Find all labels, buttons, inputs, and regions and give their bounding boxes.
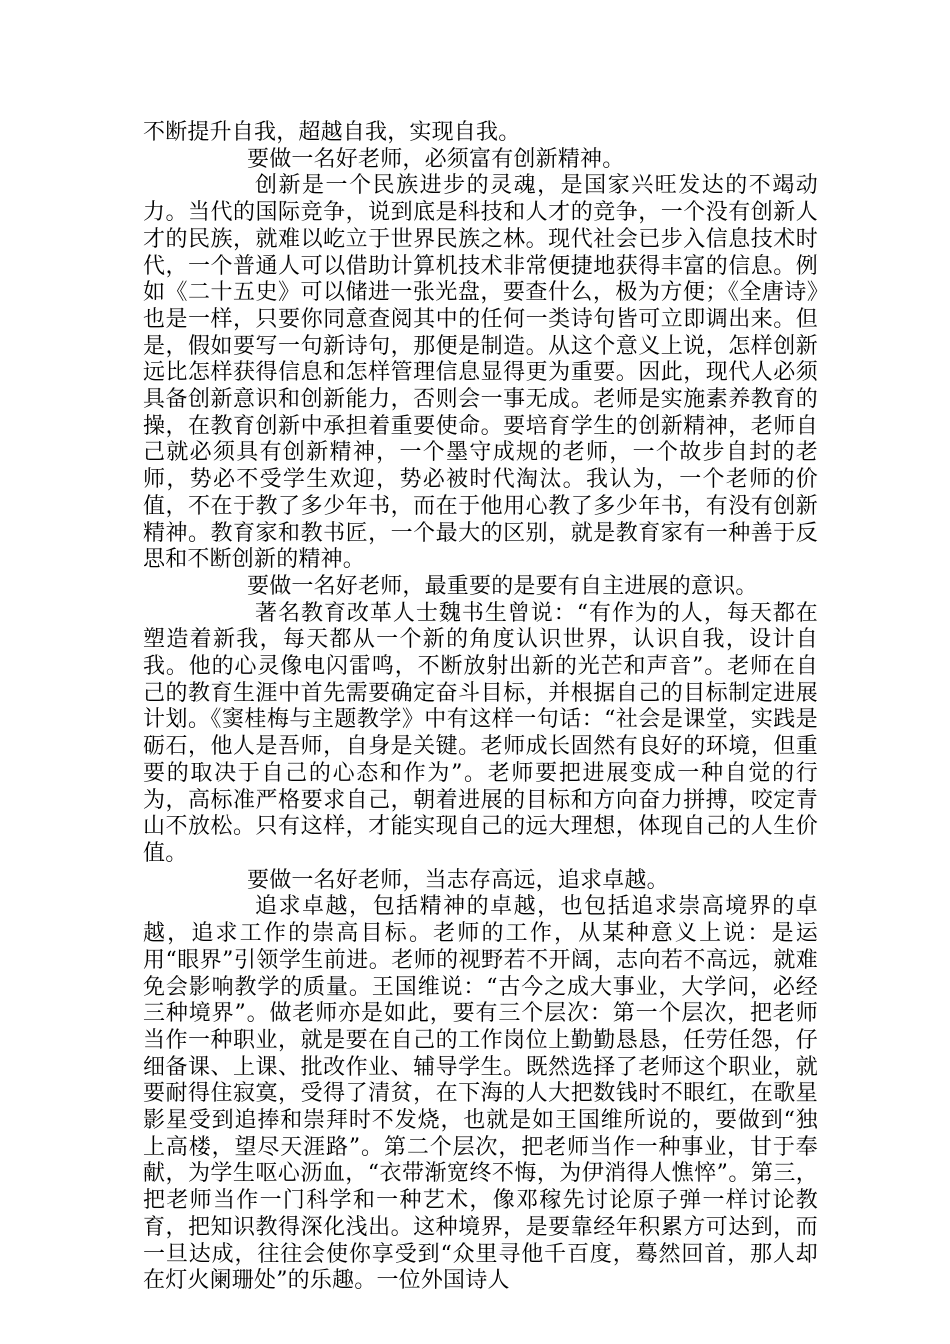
section-heading-self-development: 要做一名好老师，最重要的是要有自主进展的意识。 [247, 573, 758, 599]
section-heading-excellence: 要做一名好老师，当志存高远，追求卓越。 [247, 867, 669, 893]
paragraph-excellence: 追求卓越，包括精神的卓越，也包括追求崇高境界的卓越，追求工作的崇高目标。老师的工作，从某种意义上说：是运用“眼界”引领学生前进。老师的视野若不开阔，志向若不高远，就难免会影响教学的质量。王国维说：“古今之成大事业，大学问，必经三种境界”。做老师亦是如此，要有三个层次：第一个层次，把老师当作一种职业，就是要在自己的工作岗位上勤勤恳恳，任劳任怨，仔细备课、上课、批改作业、辅导学生。既然选择了老师这个职业，就要耐得住寂寞，受得了清贫，在下海的人大把数钱时不眼红，在歌星影星受到追捧和崇拜时不发烧，也就是如王国维所说的，要做到“独上高楼，望尽天涯路”。第二个层次，把老师当作一种事业，甘于奉献，为学生呕心沥血，“衣带渐宽终不悔，为伊消得人憔悴”。第三，把老师当作一门科学和一种艺术，像邓稼先讨论原子弹一样讨论教育，把知识教得深化浅出。这种境界，是要靠经年积累方可达到，而一旦达成，往往会使你享受到“众里寻他千百度，蓦然回首，那人却在灯火阑珊处”的乐趣。一位外国诗人 [143, 894, 818, 1294]
section-heading-innovation: 要做一名好老师，必须富有创新精神。 [247, 146, 625, 172]
document-body [143, 120, 818, 1295]
paragraph-innovation: 创新是一个民族进步的灵魂，是国家兴旺发达的不竭动力。当代的国际竞争，说到底是科技和人才的竞争，一个没有创新人才的民族，就难以屹立于世界民族之林。现代社会已步入信息技术时代，一个普通人可以借助计算机技术非常便捷地获得丰富的信息。例如《二十五史》可以储进一张光盘，要查什么，极为方便；《全唐诗》也是一样，只要你同意查阅其中的任何一类诗句皆可立即调出来。但是，假如要写一句新诗句，那便是制造。从这个意义上说，怎样创新远比怎样获得信息和怎样管理信息显得更为重要。因此，现代人必须具备创新意识和创新能力，否则会一事无成。老师是实施素养教育的操，在教育创新中承担着重要使命。要培育学生的创新精神，老师自己就必须具有创新精神，一个墨守成规的老师，一个故步自封的老师，势必不受学生欢迎，势必被时代淘汰。我认为，一个老师的价值，不在于教了多少年书，而在于他用心教了多少年书，有没有创新精神。教育家和教书匠，一个最大的区别，就是教育家有一种善于反思和不断创新的精神。 [143, 173, 818, 573]
paragraph-continuation: 不断提升自我，超越自我，实现自我。 [143, 120, 521, 145]
paragraph-self-development: 著名教育改革人士魏书生曾说：“有作为的人，每天都在塑造着新我，每天都从一个新的角度认识世界，认识自我，设计自我。他的心灵像电闪雷鸣，不断放射出新的光芒和声音”。老师在自己的教育生涯中首先需要确定奋斗目标，并根据自己的目标制定进展计划。《窦桂梅与主题教学》中有这样一句话：“社会是课堂，实践是砺石，他人是吾师，自身是关键。老师成长固然有良好的环境，但重要的取决于自己的心态和作为”。老师要把进展变成一种自觉的行为，高标准严格要求自己，朝着进展的目标和方向奋力拼搏，咬定青山不放松。只有这样，才能实现自己的远大理想，体现自己的人生价值。 [143, 600, 818, 866]
